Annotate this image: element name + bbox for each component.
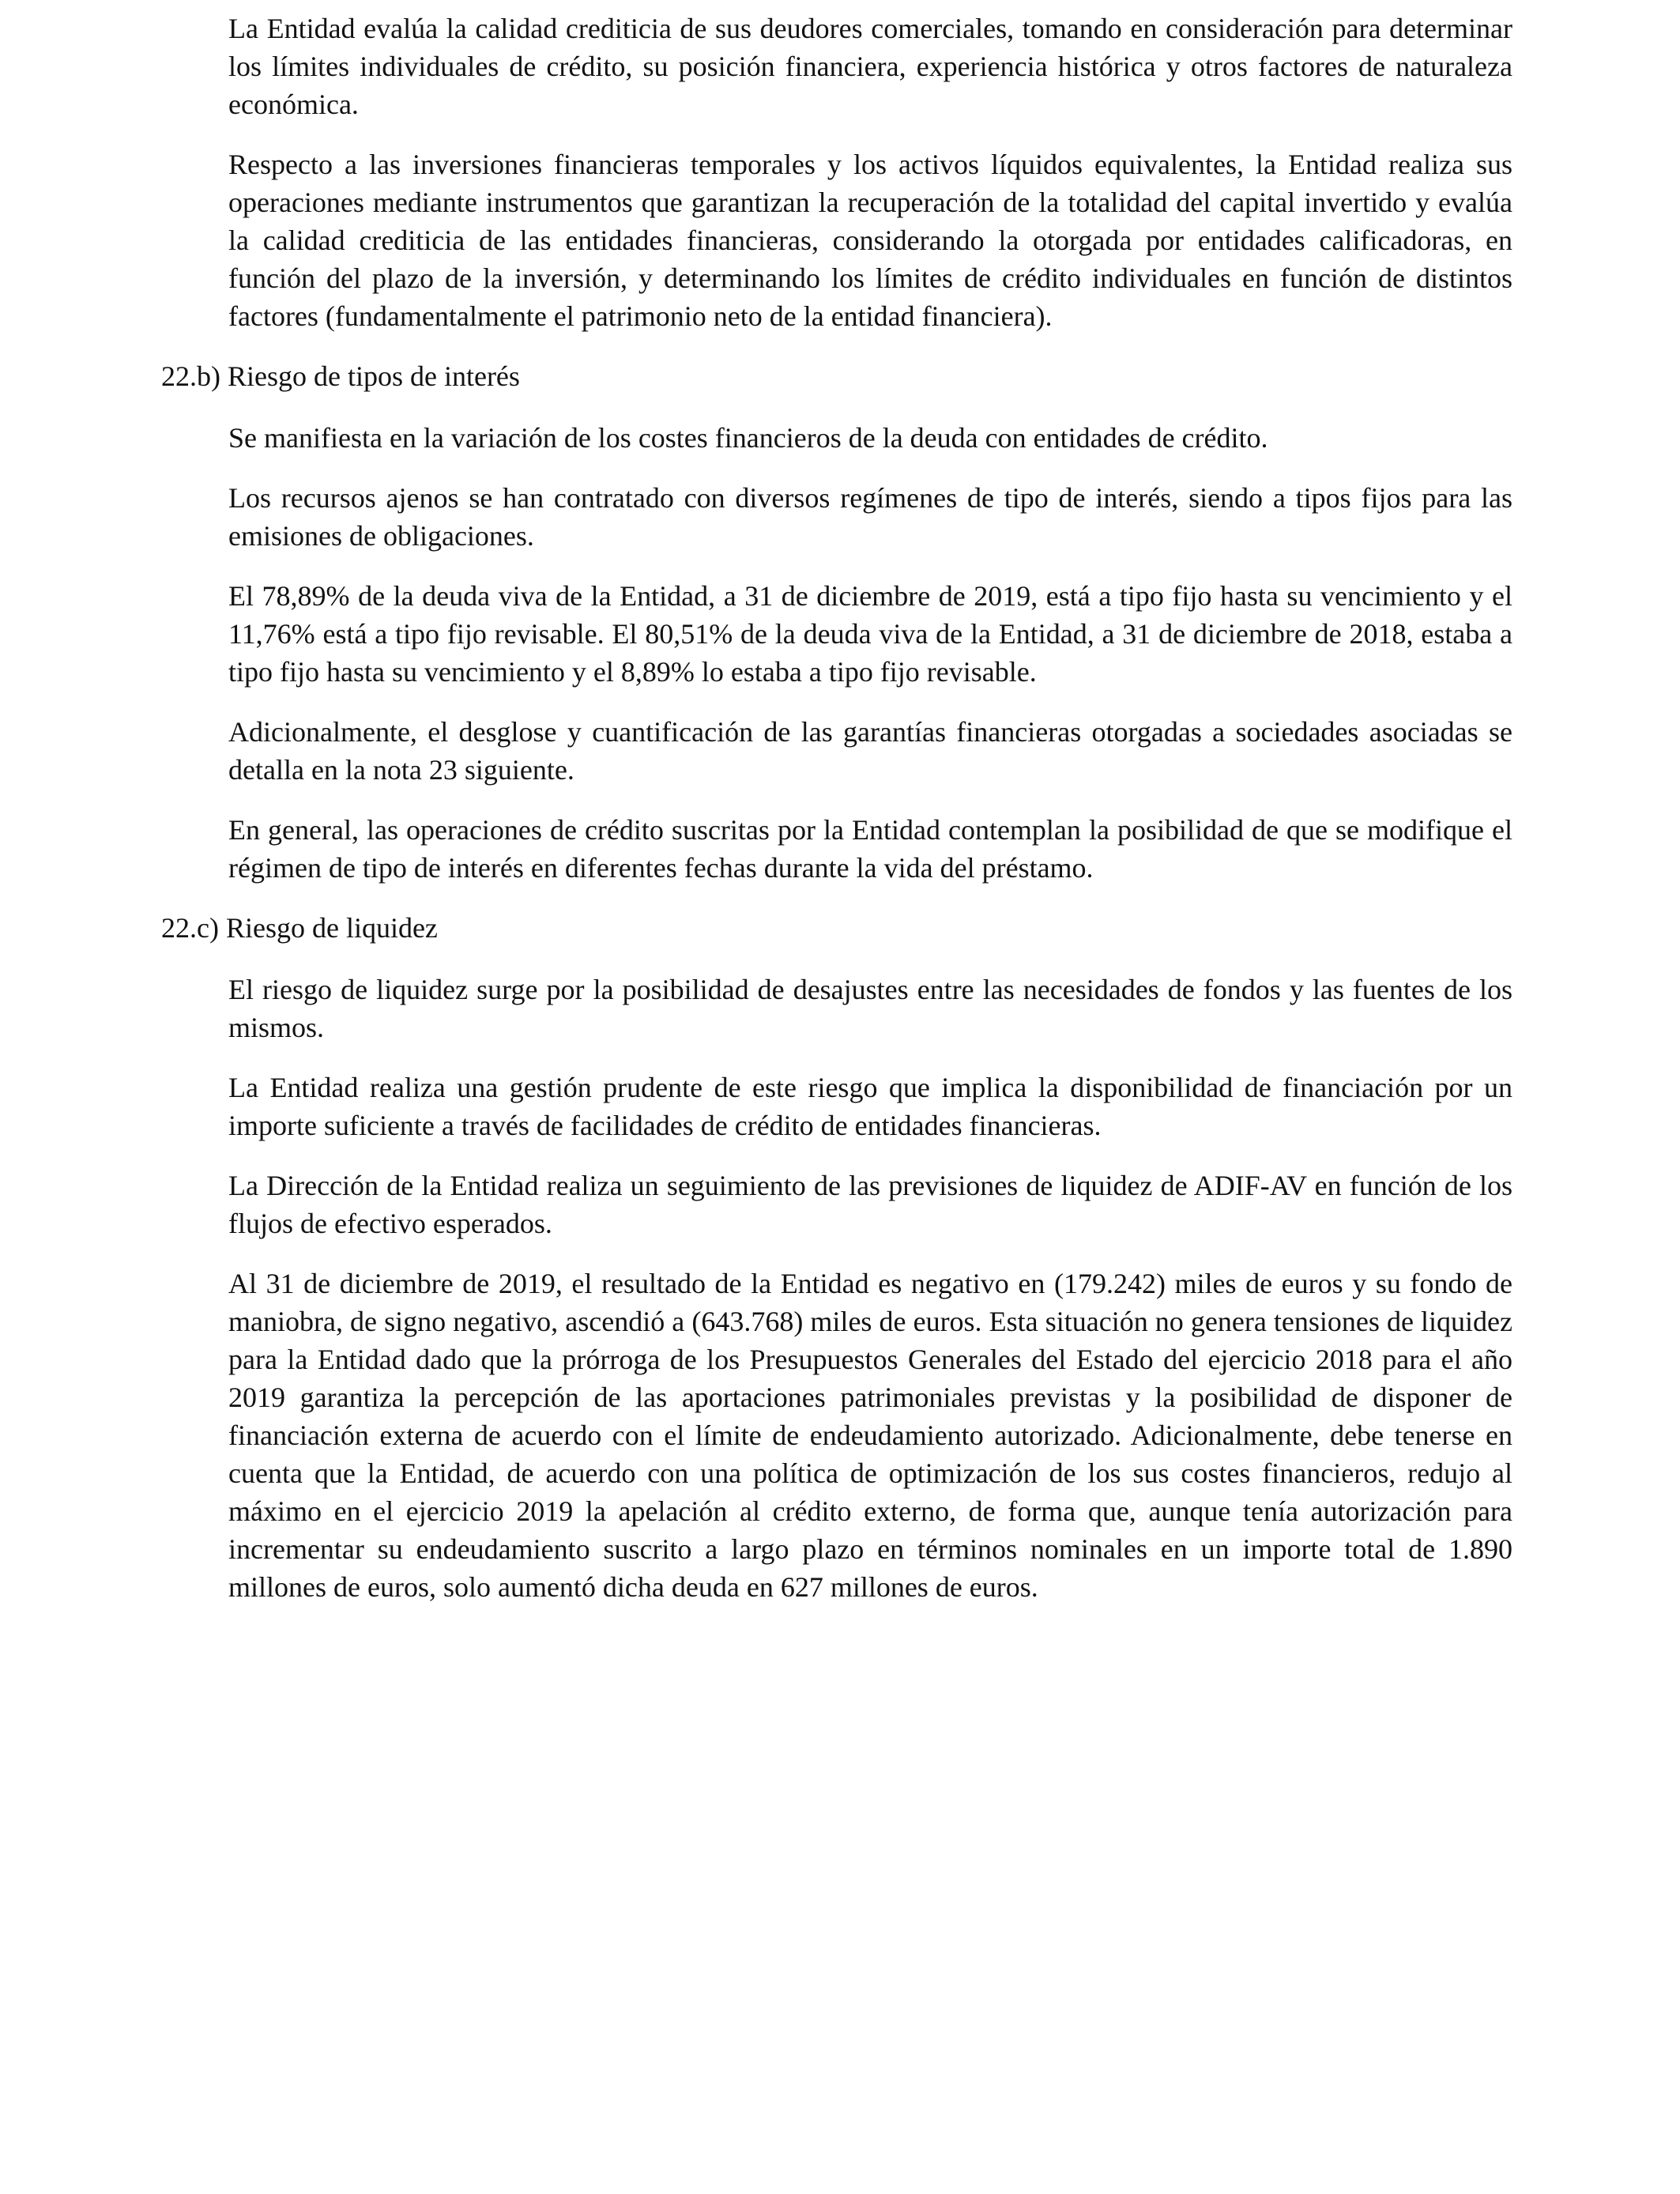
paragraph: El riesgo de liquidez surge por la posibilidad de desajustes entre las necesidades de fondos y las fuentes de los mismos. [228, 974, 1512, 1043]
paragraph: En general, las operaciones de crédito suscritas por la Entidad contemplan la posibilidad de que se modifique el régimen de tipo de interés en diferentes fechas durante la vida del préstamo. [228, 814, 1512, 884]
paragraph: Respecto a las inversiones financieras temporales y los activos líquidos equivalentes, la Entidad realiza sus operaciones mediante instrumentos que garantizan la recuperación de la totalidad del capital invertido y evalúa la calidad crediticia de las entidades financieras, considerando la otorgada por entidades calificadoras, en función del plazo de la inversión, y determinando los límites de crédito individuales en función de distintos factores (fundamentalmente el patrimonio neto de la entidad financiera). [228, 149, 1512, 332]
section-heading-22c: 22.c) Riesgo de liquidez [161, 912, 438, 944]
paragraph: La Entidad evalúa la calidad crediticia de sus deudores comerciales, tomando en consideración para determinar los límites individuales de crédito, su posición financiera, experiencia histórica y otros factores de naturaleza económica. [228, 13, 1512, 120]
paragraph: La Entidad realiza una gestión prudente de este riesgo que implica la disponibilidad de financiación por un importe suficiente a través de facilidades de crédito de entidades financieras. [228, 1072, 1512, 1141]
paragraph: Los recursos ajenos se han contratado con diversos regímenes de tipo de interés, siendo a tipos fijos para las emisiones de obligaciones. [228, 482, 1512, 552]
paragraph: Adicionalmente, el desglose y cuantificación de las garantías financieras otorgadas a sociedades asociadas se detalla en la nota 23 siguiente. [228, 716, 1512, 786]
page-content [161, 9, 1512, 1606]
section-heading-22b: 22.b) Riesgo de tipos de interés [161, 360, 520, 392]
paragraph: La Dirección de la Entidad realiza un seguimiento de las previsiones de liquidez de ADIF-AV en función de los flujos de efectivo esperados. [228, 1170, 1512, 1239]
paragraph: Se manifiesta en la variación de los costes financieros de la deuda con entidades de crédito. [228, 422, 1268, 454]
paragraph: El 78,89% de la deuda viva de la Entidad, a 31 de diciembre de 2019, está a tipo fijo hasta su vencimiento y el 11,76% está a tipo fijo revisable. El 80,51% de la deuda viva de la Entidad, a 31 de diciembre de 2018, estaba a tipo fijo hasta su vencimiento y el 8,89% lo estaba a tipo fijo revisable. [228, 580, 1512, 688]
paragraph: Al 31 de diciembre de 2019, el resultado de la Entidad es negativo en (179.242) miles de euros y su fondo de maniobra, de signo negativo, ascendió a (643.768) miles de euros. Esta situación no genera tensiones de liquidez para la Entidad dado que la prórroga de los Presupuestos Generales del Estado del ejercicio 2018 para el año 2019 garantiza la percepción de las aportaciones patrimoniales previstas y la posibilidad de disponer de financiación externa de acuerdo con el límite de endeudamiento autorizado. Adicionalmente, debe tenerse en cuenta que la Entidad, de acuerdo con una política de optimización de los sus costes financieros, redujo al máximo en el ejercicio 2019 la apelación al crédito externo, de forma que, aunque tenía autorización para incrementar su endeudamiento suscrito a largo plazo en términos nominales en un importe total de 1.890 millones de euros, solo aumentó dicha deuda en 627 millones de euros. [228, 1268, 1512, 1603]
